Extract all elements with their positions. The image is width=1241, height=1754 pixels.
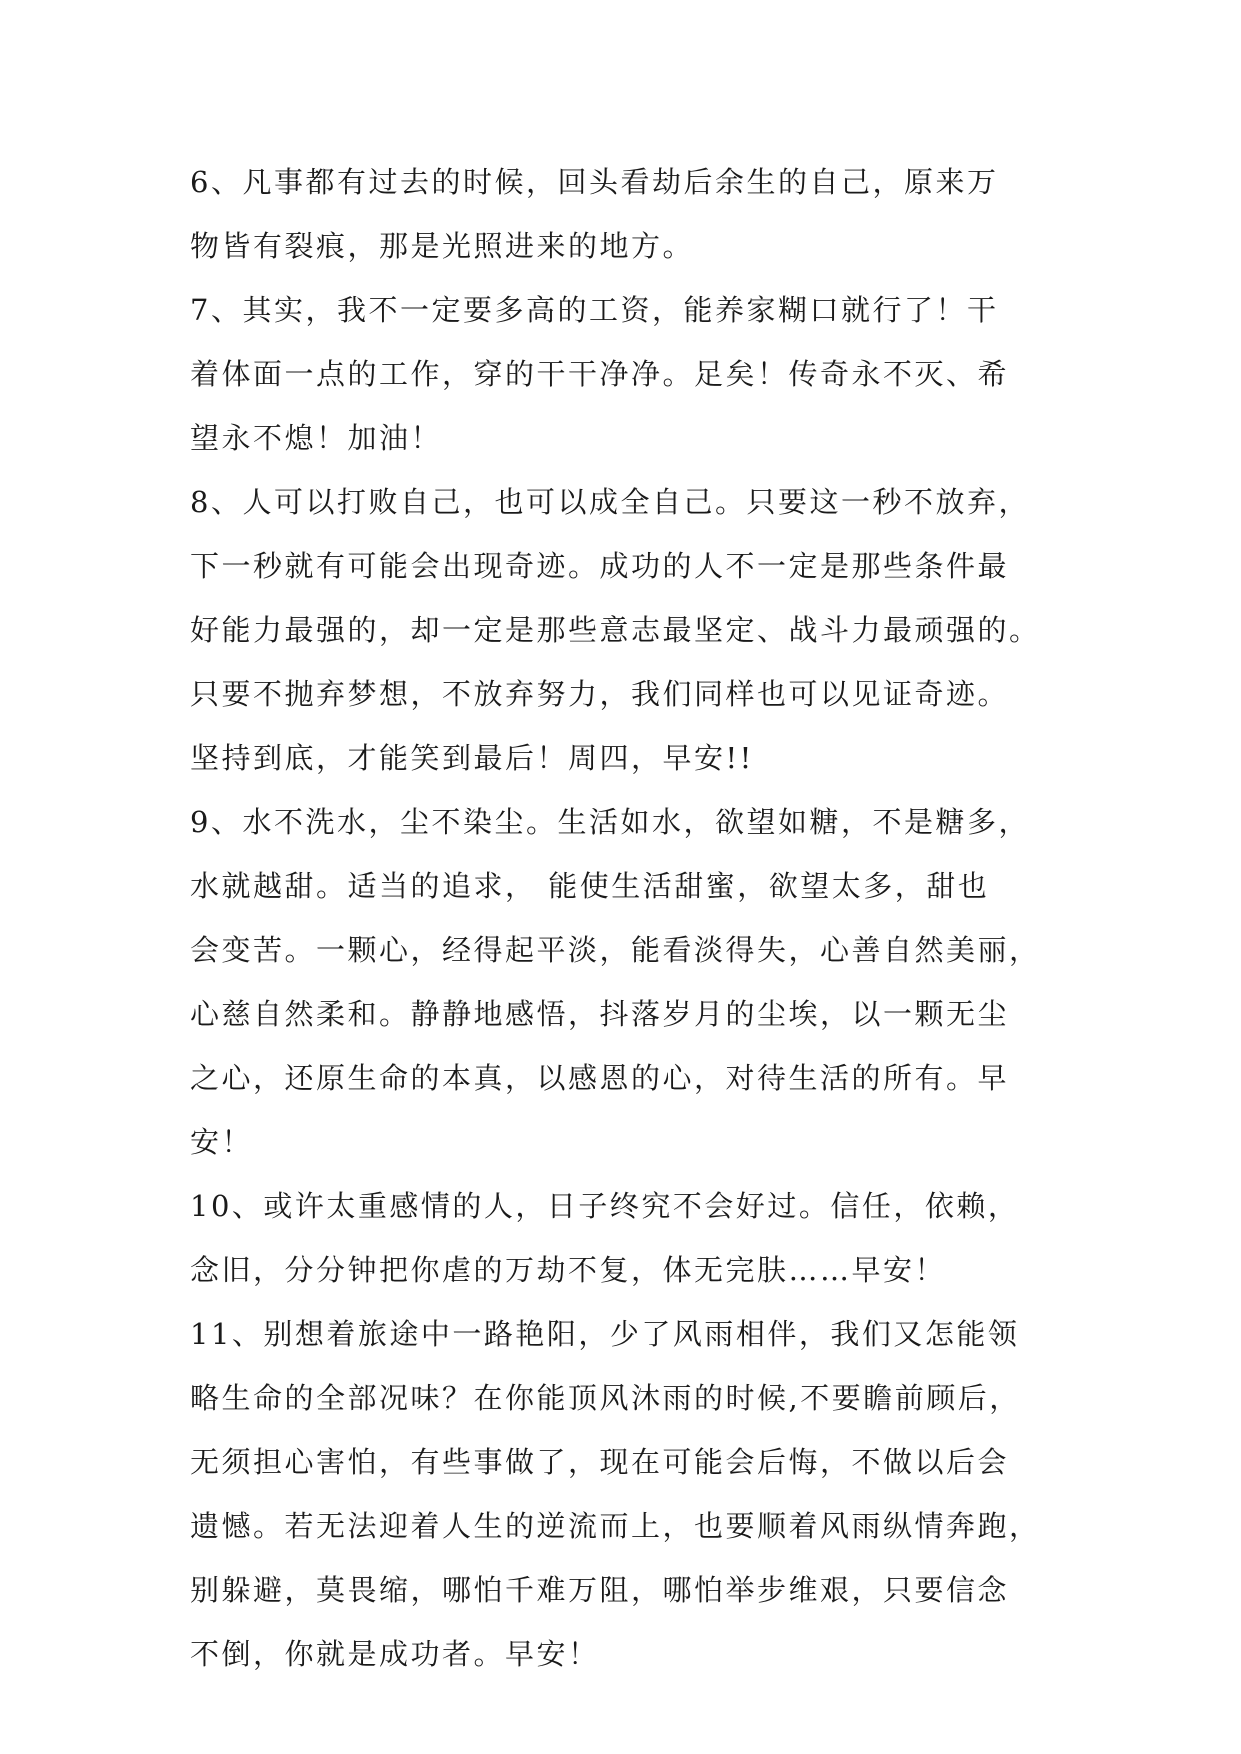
paragraph-line: 6、凡事都有过去的时候，回头看劫后余生的自己，原来万 <box>190 165 999 199</box>
paragraph-line: 物皆有裂痕，那是光照进来的地方。 <box>190 229 695 263</box>
paragraph-line: 10、或许太重感情的人，日子终究不会好过。信任，依赖， <box>190 1189 1020 1223</box>
paragraph-line: 别躲避，莫畏缩，哪怕千难万阻，哪怕举步维艰，只要信念 <box>190 1573 1010 1607</box>
paragraph-8 <box>190 470 1070 790</box>
paragraph-7 <box>190 278 1070 470</box>
paragraph-line: 略生命的全部况味？在你能顶风沐雨的时候,不要瞻前顾后， <box>190 1381 1021 1415</box>
paragraph-line: 无须担心害怕，有些事做了，现在可能会后悔，不做以后会 <box>190 1445 1010 1479</box>
paragraph-line: 安！ <box>190 1125 254 1159</box>
paragraph-line: 只要不抛弃梦想，不放弃努力，我们同样也可以见证奇迹。 <box>190 677 1010 711</box>
paragraph-11 <box>190 1302 1070 1686</box>
paragraph-line: 不倒，你就是成功者。早安！ <box>190 1637 600 1671</box>
paragraph-9 <box>190 790 1070 1174</box>
paragraph-line: 9、水不洗水，尘不染尘。生活如水，欲望如糖，不是糖多， <box>190 805 1030 839</box>
paragraph-line: 念旧，分分钟把你虐的万劫不复，体无完肤……早安！ <box>190 1253 947 1287</box>
paragraph-line: 着体面一点的工作，穿的干干净净。足矣！传奇永不灭、希 <box>190 357 1010 391</box>
paragraph-line: 7、其实，我不一定要多高的工资，能养家糊口就行了！干 <box>190 293 999 327</box>
paragraph-6 <box>190 150 1070 278</box>
paragraph-line: 水就越甜。适当的追求， 能使生活甜蜜，欲望太多，甜也 <box>190 869 990 903</box>
paragraph-line: 11、别想着旅途中一路艳阳，少了风雨相伴，我们又怎能领 <box>190 1317 1020 1351</box>
paragraph-line: 好能力最强的，却一定是那些意志最坚定、战斗力最顽强的。 <box>190 613 1041 647</box>
paragraph-line: 之心，还原生命的本真，以感恩的心，对待生活的所有。早 <box>190 1061 1010 1095</box>
paragraph-line: 下一秒就有可能会出现奇迹。成功的人不一定是那些条件最 <box>190 549 1010 583</box>
paragraph-line: 望永不熄！加油！ <box>190 421 443 455</box>
paragraph-line: 坚持到底，才能笑到最后！周四，早安!! <box>190 741 754 775</box>
paragraph-10 <box>190 1174 1070 1302</box>
paragraph-line: 8、人可以打败自己，也可以成全自己。只要这一秒不放弃， <box>190 485 1030 519</box>
paragraph-line: 会变苦。一颗心，经得起平淡，能看淡得失，心善自然美丽， <box>190 933 1041 967</box>
paragraph-line: 遗憾。若无法迎着人生的逆流而上，也要顺着风雨纵情奔跑， <box>190 1509 1041 1543</box>
paragraph-line: 心慈自然柔和。静静地感悟，抖落岁月的尘埃，以一颗无尘 <box>190 997 1010 1031</box>
document-body <box>190 150 1070 1686</box>
